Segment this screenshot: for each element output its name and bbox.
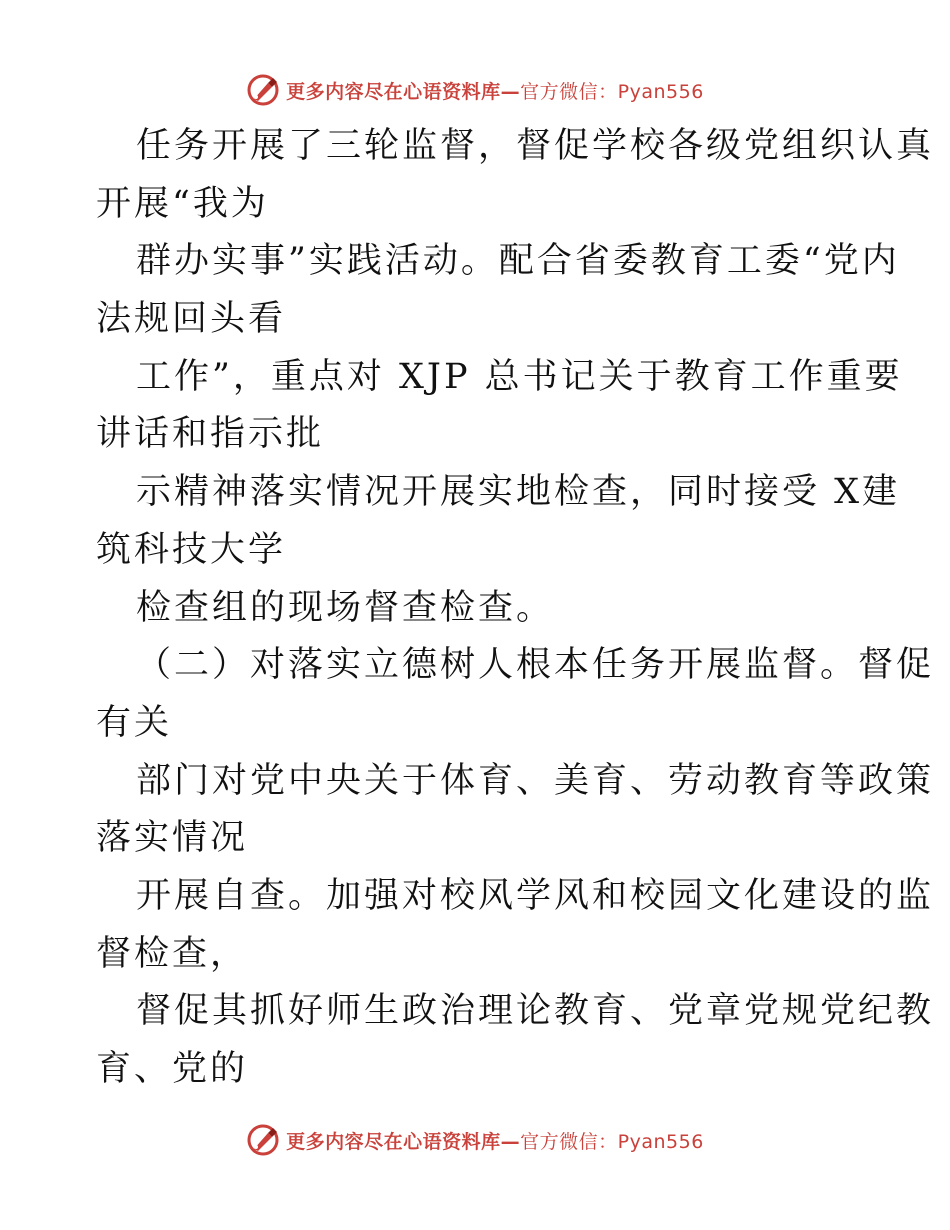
text-line: 督检查， <box>96 933 249 974</box>
header-watermark <box>0 70 950 110</box>
text-line: 育、党的 <box>96 1049 249 1089</box>
text-line: 群办实事”实践活动。配合省委教育工委“党内 <box>136 241 900 282</box>
text-line: 有关 <box>96 702 173 743</box>
text-line: 筑科技大学 <box>96 529 287 570</box>
text-line: 部门对党中央关于体育、美育、劳动教育等政策 <box>136 760 935 801</box>
text-line: 开展自查。加强对校风学风和校园文化建设的监 <box>136 875 935 916</box>
section-heading-line: （二）对落实立德树人根本任务开展监督。督促 <box>136 645 935 686</box>
text-line: 工作”，重点对 XJP 总书记关于教育工作重要 <box>136 356 903 397</box>
text-line: 示精神落实情况开展实地检查，同时接受 X建 <box>136 472 901 513</box>
text-line: 开展“我为 <box>96 183 269 224</box>
document-body <box>96 118 935 1099</box>
text-line: 督促其抓好师生政治理论教育、党章党规党纪教 <box>136 991 935 1032</box>
text-line: 落实情况 <box>96 818 249 859</box>
text-line: 任务开展了三轮监督，督促学校各级党组织认真 <box>136 126 935 166</box>
watermark-text: 更多内容尽在心语资料库—官方微信：Pyan556 <box>286 80 704 103</box>
text-line: 法规回头看 <box>96 299 287 340</box>
pen-nib-logo-icon <box>246 1123 280 1157</box>
footer-watermark <box>0 1120 950 1160</box>
watermark-text: 更多内容尽在心语资料库—官方微信：Pyan556 <box>286 1130 704 1153</box>
pen-nib-logo-icon <box>246 73 280 107</box>
text-line: 讲话和指示批 <box>96 414 325 455</box>
text-line: 检查组的现场督查检查。 <box>136 587 555 628</box>
